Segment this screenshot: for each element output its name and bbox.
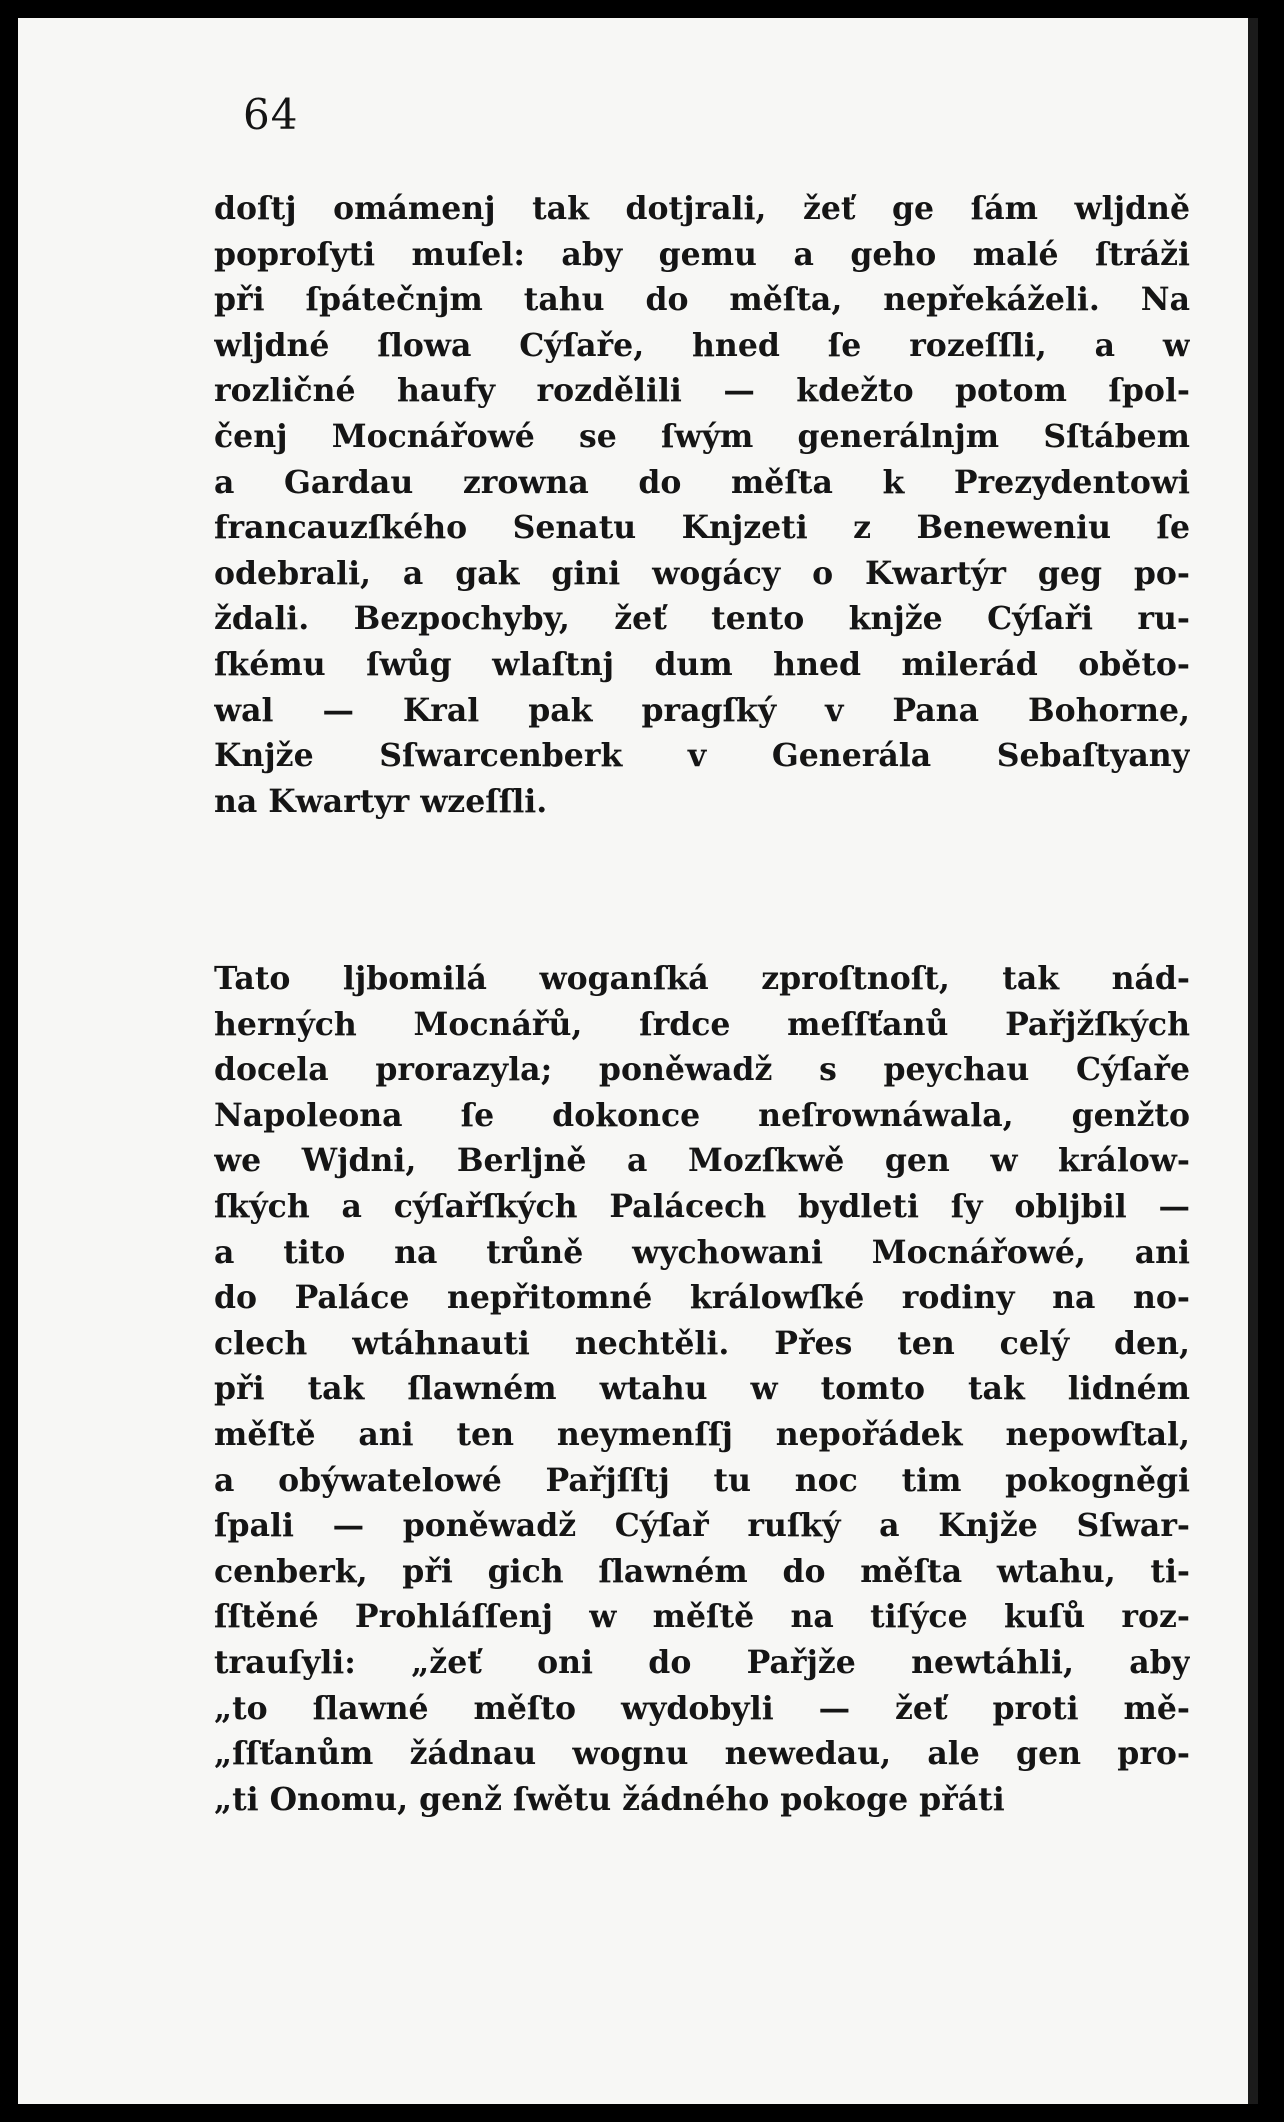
text-line: we Wjdni, Berljně a Mozſkwě gen w králow- [214,1142,1190,1180]
text-line: trauſyli: „žeť oni do Pařjže newtáhli, aby [214,1643,1190,1681]
text-line: do Paláce nepřitomné králowſké rodiny na no- [214,1279,1190,1317]
text-line: odebrali, a gak gini wogácy o Kwartýr geg po- [214,554,1190,592]
book-page [18,18,1258,2104]
text-line: a obýwatelowé Pařjſſtj tu noc tim pokogněgi [214,1461,1190,1499]
text-line: ſſtěné Prohláſſenj w měſtě na tiſýce kuſů roz- [214,1598,1190,1636]
text-line: poproſyti muſel: aby gemu a geho malé ſtráži [214,235,1190,273]
page-edge-shadow [1248,18,1258,2104]
text-line: „to ſlawné měſto wydobyli — žeť proti mě- [214,1689,1190,1727]
text-line: doſtj omámenj tak dotjrali, žeť ge ſám wljdně [214,190,1190,227]
text-line: na Kwartyr wzeſſli. [214,782,548,820]
text-line: ždali. Bezpochyby, žeť tento knjže Cýſaři ru- [214,600,1190,638]
text-line: Knjže Sſwarcenberk v Generála Sebaſtyany [214,737,1190,775]
text-line: měſtě ani ten neymenſſj nepořádek nepowſtal, [214,1415,1190,1453]
text-line: čenj Mocnářowé se ſwým generálnjm Sſtábem [214,417,1190,455]
paragraph-2 [214,956,1190,1822]
text-line: cenberk, při gich ſlawném do měſta wtahu, ti- [214,1552,1190,1590]
text-line: a tito na trůně wychowani Mocnářowé, ani [214,1233,1190,1271]
text-line: při tak ſlawném wtahu w tomto tak lidném [214,1370,1190,1408]
text-line: ſkých a cýſařſkých Palácech bydleti ſy obljbil — [214,1187,1190,1225]
text-line: Tato ljbomilá woganſká zproſtnoſt, tak nád- [214,960,1190,997]
text-line: a Gardau zrowna do měſta k Prezydentowi [214,463,1190,501]
page-number: 64 [243,90,299,139]
text-line: „ſſťanům žádnau wognu newedau, ale gen pro- [214,1735,1190,1773]
text-line: rozličné haufy rozdělili — kdežto potom ſpol- [214,372,1190,410]
text-line: „ti Onomu, genž ſwětu žádného pokoge přáti [214,1780,1005,1818]
text-line: clech wtáhnauti nechtěli. Přes ten celý den, [214,1324,1190,1362]
text-line: ſpali — poněwadž Cýſař ruſký a Knjže Sſwar- [214,1507,1190,1545]
text-line: francauzſkého Senatu Knjzeti z Beneweniu ſe [214,509,1190,547]
text-line: wljdné ſlowa Cýſaře, hned ſe rozeſſli, a w [214,326,1190,364]
paragraph-1 [214,186,1190,824]
text-line: ſkému ſwůg wlaſtnj dum hned milerád oběto- [214,645,1190,683]
text-line: při ſpátečnjm tahu do měſta, nepřekáželi. Na [214,281,1190,319]
text-line: wal — Kral pak pragſký v Pana Bohorne, [214,691,1190,729]
text-line: herných Mocnářů, ſrdce meſſťanů Pařjžſkých [214,1005,1190,1043]
text-line: Napoleona ſe dokonce neſrownáwala, genžto [214,1096,1190,1134]
text-line: docela prorazyla; poněwadž s peychau Cýſaře [214,1051,1190,1089]
